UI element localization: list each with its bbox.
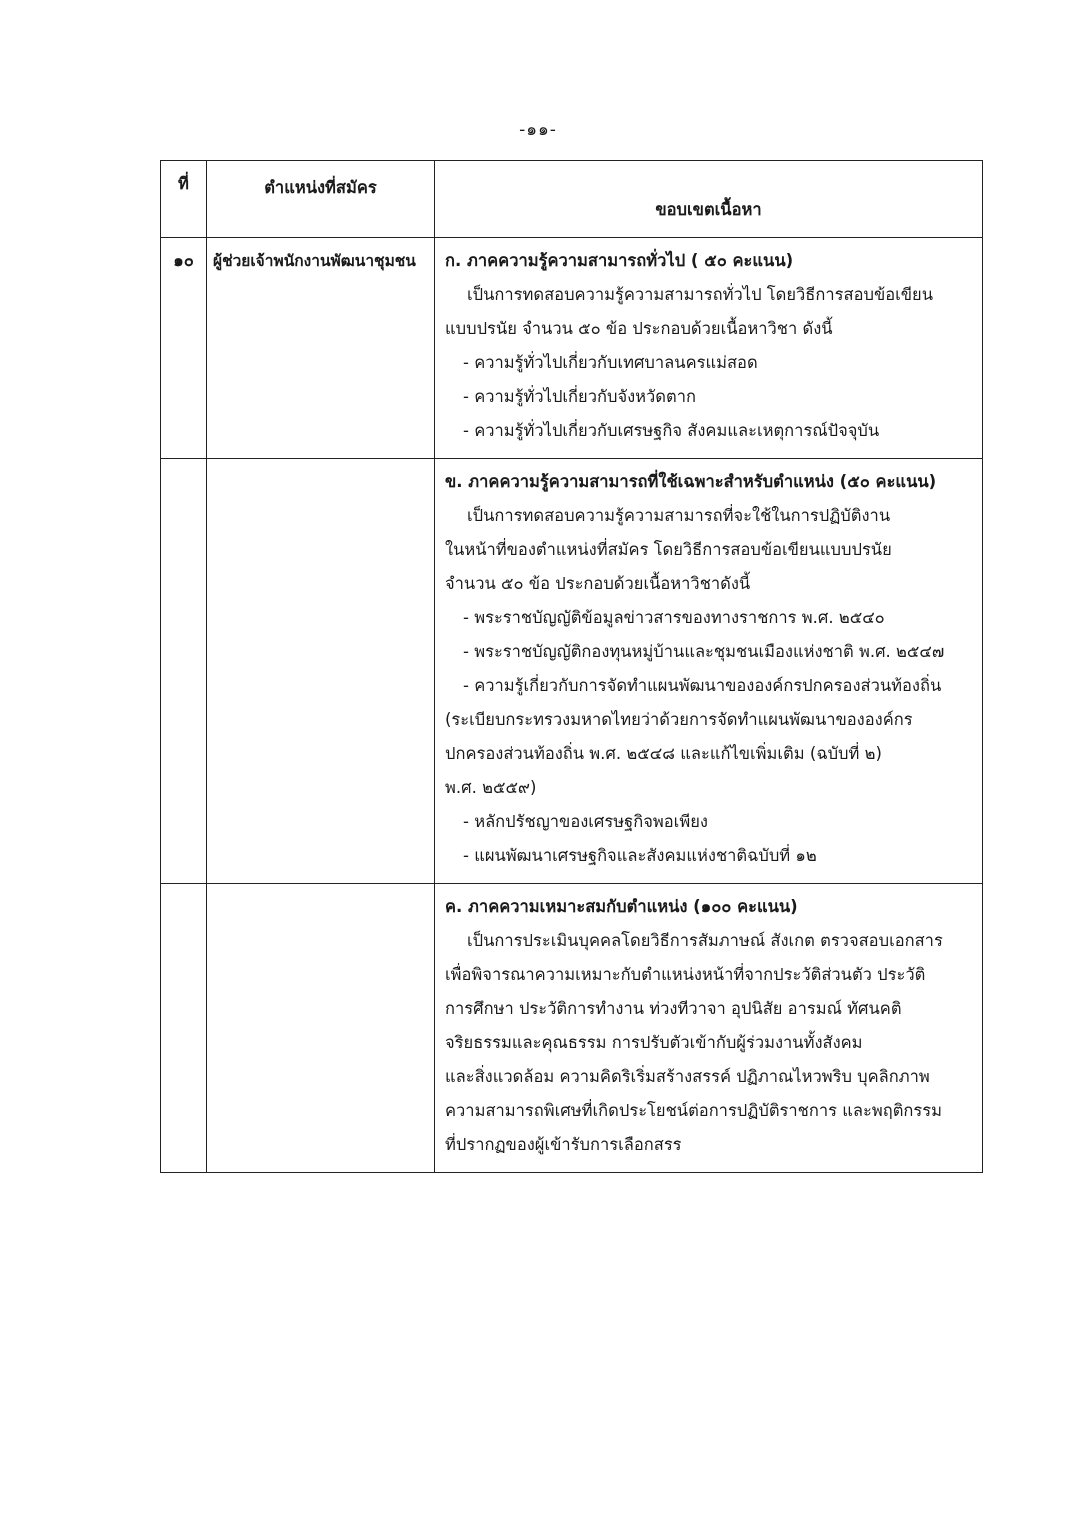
page-number: -๑๑- (519, 120, 557, 140)
position-name: ผู้ช่วยเจ้าพนักงานพัฒนาชุมชน (207, 238, 435, 459)
section-title: ก. ภาคความรู้ความสามารถทั่วไป ( ๕๐ คะแนน) (445, 251, 794, 270)
table-row (161, 238, 983, 459)
section-suitability (435, 884, 983, 1173)
paragraph-line: เป็นการทดสอบความรู้ความสามารถที่จะใช้ในการปฏิบัติงาน (467, 506, 891, 525)
list-item: - หลักปรัชญาของเศรษฐกิจพอเพียง (463, 812, 708, 831)
continuation-line: (ระเบียบกระทรวงมหาดไทยว่าด้วยการจัดทำแผนพัฒนาขององค์กร (445, 710, 913, 729)
paragraph-line: เพื่อพิจารณาความเหมาะกับตำแหน่งหน้าที่จากประวัติส่วนตัว ประวัติ (445, 965, 926, 984)
paragraph-line: ความสามารถพิเศษที่เกิดประโยชน์ต่อการปฏิบัติราชการ และพฤติกรรม (445, 1101, 943, 1120)
continuation-line: ปกครองส่วนท้องถิ่น พ.ศ. ๒๕๔๘ และแก้ไขเพิ่มเติม (ฉบับที่ ๒) (445, 744, 882, 763)
header-position: ตำแหน่งที่สมัคร (207, 161, 435, 238)
paragraph-line: จริยธรรมและคุณธรรม การปรับตัวเข้ากับผู้ร่วมงานทั้งสังคม (445, 1033, 863, 1052)
list-item: - ความรู้ทั่วไปเกี่ยวกับเศรษฐกิจ สังคมและเหตุการณ์ปัจจุบัน (463, 421, 880, 440)
empty-cell (161, 884, 207, 1173)
paragraph-line: จำนวน ๕๐ ข้อ ประกอบด้วยเนื้อหาวิชาดังนี้ (445, 574, 751, 593)
list-item: - พระราชบัญญัติกองทุนหมู่บ้านและชุมชนเมืองแห่งชาติ พ.ศ. ๒๕๔๗ (463, 642, 945, 661)
paragraph-line: เป็นการประเมินบุคคลโดยวิธีการสัมภาษณ์ สังเกต ตรวจสอบเอกสาร (467, 931, 943, 950)
paragraph-line: และสิ่งแวดล้อม ความคิดริเริ่มสร้างสรรค์ ปฏิภาณไหวพริบ บุคลิกภาพ (445, 1067, 930, 1086)
header-scope: ขอบเขตเนื้อหา (435, 161, 983, 238)
table-row (161, 459, 983, 884)
list-item: - แผนพัฒนาเศรษฐกิจและสังคมแห่งชาติฉบับที่ ๑๒ (463, 846, 817, 865)
empty-cell (161, 459, 207, 884)
section-title: ค. ภาคความเหมาะสมกับตำแหน่ง (๑๐๐ คะแนน) (445, 897, 798, 916)
list-item: - ความรู้เกี่ยวกับการจัดทำแผนพัฒนาขององค์กรปกครองส่วนท้องถิ่น (463, 676, 942, 695)
table-header-row (161, 161, 983, 238)
paragraph-line: แบบปรนัย จำนวน ๕๐ ข้อ ประกอบด้วยเนื้อหาวิชา ดังนี้ (445, 319, 833, 338)
list-item: - ความรู้ทั่วไปเกี่ยวกับจังหวัดตาก (463, 387, 696, 406)
list-item: - พระราชบัญญัติข้อมูลข่าวสารของทางราชการ พ.ศ. ๒๕๔๐ (463, 608, 885, 627)
paragraph-line: เป็นการทดสอบความรู้ความสามารถทั่วไป โดยวิธีการสอบข้อเขียน (467, 285, 934, 304)
table-row (161, 884, 983, 1173)
row-number: ๑๐ (161, 238, 207, 459)
section-specific (435, 459, 983, 884)
header-no: ที่ (161, 161, 207, 238)
continuation-line: พ.ศ. ๒๕๕๙) (445, 778, 537, 797)
list-item: - ความรู้ทั่วไปเกี่ยวกับเทศบาลนครแม่สอด (463, 353, 758, 372)
paragraph-line: ในหน้าที่ของตำแหน่งที่สมัคร โดยวิธีการสอบข้อเขียนแบบปรนัย (445, 540, 892, 559)
paragraph-line: การศึกษา ประวัติการทำงาน ท่วงทีวาจา อุปนิสัย อารมณ์ ทัศนคติ (445, 999, 902, 1018)
exam-scope-table (160, 160, 983, 1173)
section-title: ข. ภาคความรู้ความสามารถที่ใช้เฉพาะสำหรับตำแหน่ง (๕๐ คะแนน) (445, 472, 937, 491)
section-general (435, 238, 983, 459)
empty-cell (207, 459, 435, 884)
empty-cell (207, 884, 435, 1173)
paragraph-line: ที่ปรากฏของผู้เข้ารับการเลือกสรร (445, 1135, 682, 1154)
